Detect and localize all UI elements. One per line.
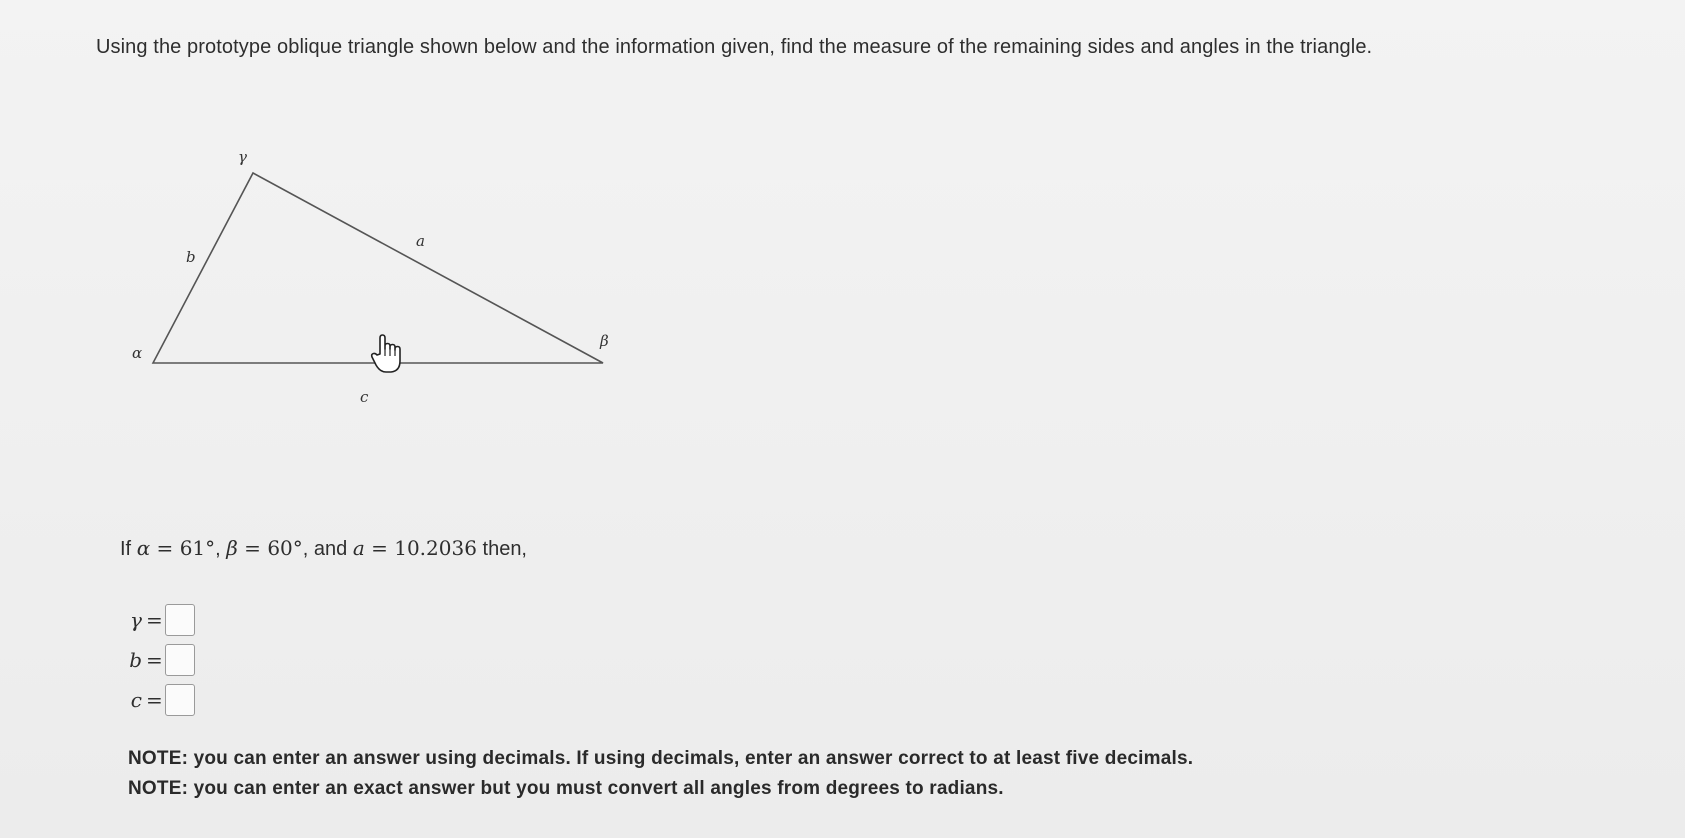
- note-decimals: NOTE: you can enter an answer using decimals. If using decimals, enter an answer correct to at least five decimals.: [128, 748, 1194, 769]
- label-side-a: a: [416, 232, 425, 250]
- given-prefix: If: [120, 538, 132, 560]
- given-beta-value: 60°: [267, 536, 303, 560]
- answer-eq-b: =: [146, 648, 163, 672]
- given-comma-1: ,: [215, 538, 227, 560]
- given-eq-3: =: [364, 536, 395, 560]
- gamma-answer-input[interactable]: [165, 604, 195, 636]
- answer-row-gamma: [120, 600, 195, 640]
- hand-pointer-icon: [370, 334, 406, 376]
- answer-row-b: [120, 640, 195, 680]
- note-exact-answer: NOTE: you can enter an exact answer but you must convert all angles from degrees to radians.: [128, 778, 1004, 799]
- given-eq-2: =: [237, 536, 268, 560]
- triangle-diagram: [120, 140, 700, 440]
- given-alpha-value: 61°: [179, 536, 216, 560]
- triangle-figure: [120, 140, 700, 440]
- given-values: [120, 536, 527, 561]
- answer-row-c: [120, 680, 195, 720]
- label-alpha: α: [132, 344, 143, 362]
- answer-eq-c: =: [146, 688, 163, 712]
- given-eq-1: =: [150, 536, 180, 560]
- given-alpha-symbol: α: [136, 536, 151, 560]
- given-and: , and: [302, 538, 353, 560]
- label-gamma: γ: [238, 148, 247, 166]
- label-beta: β: [600, 332, 609, 350]
- answer-fields: [120, 600, 195, 720]
- answer-var-b: b: [129, 648, 142, 672]
- given-a-symbol: a: [352, 536, 365, 560]
- given-suffix: then,: [476, 538, 527, 560]
- label-side-b: b: [186, 248, 196, 266]
- label-side-c: c: [360, 388, 369, 406]
- c-answer-input[interactable]: [165, 684, 195, 716]
- answer-var-c: c: [130, 688, 142, 712]
- answer-eq-gamma: =: [146, 608, 163, 632]
- problem-instructions: Using the prototype oblique triangle shown below and the information given, find the measure of the remaining sides and angles in the triangle.: [96, 36, 1373, 58]
- b-answer-input[interactable]: [165, 644, 195, 676]
- given-beta-symbol: β: [226, 536, 238, 560]
- answer-var-gamma: γ: [130, 608, 142, 632]
- given-a-value: 10.2036: [394, 536, 477, 560]
